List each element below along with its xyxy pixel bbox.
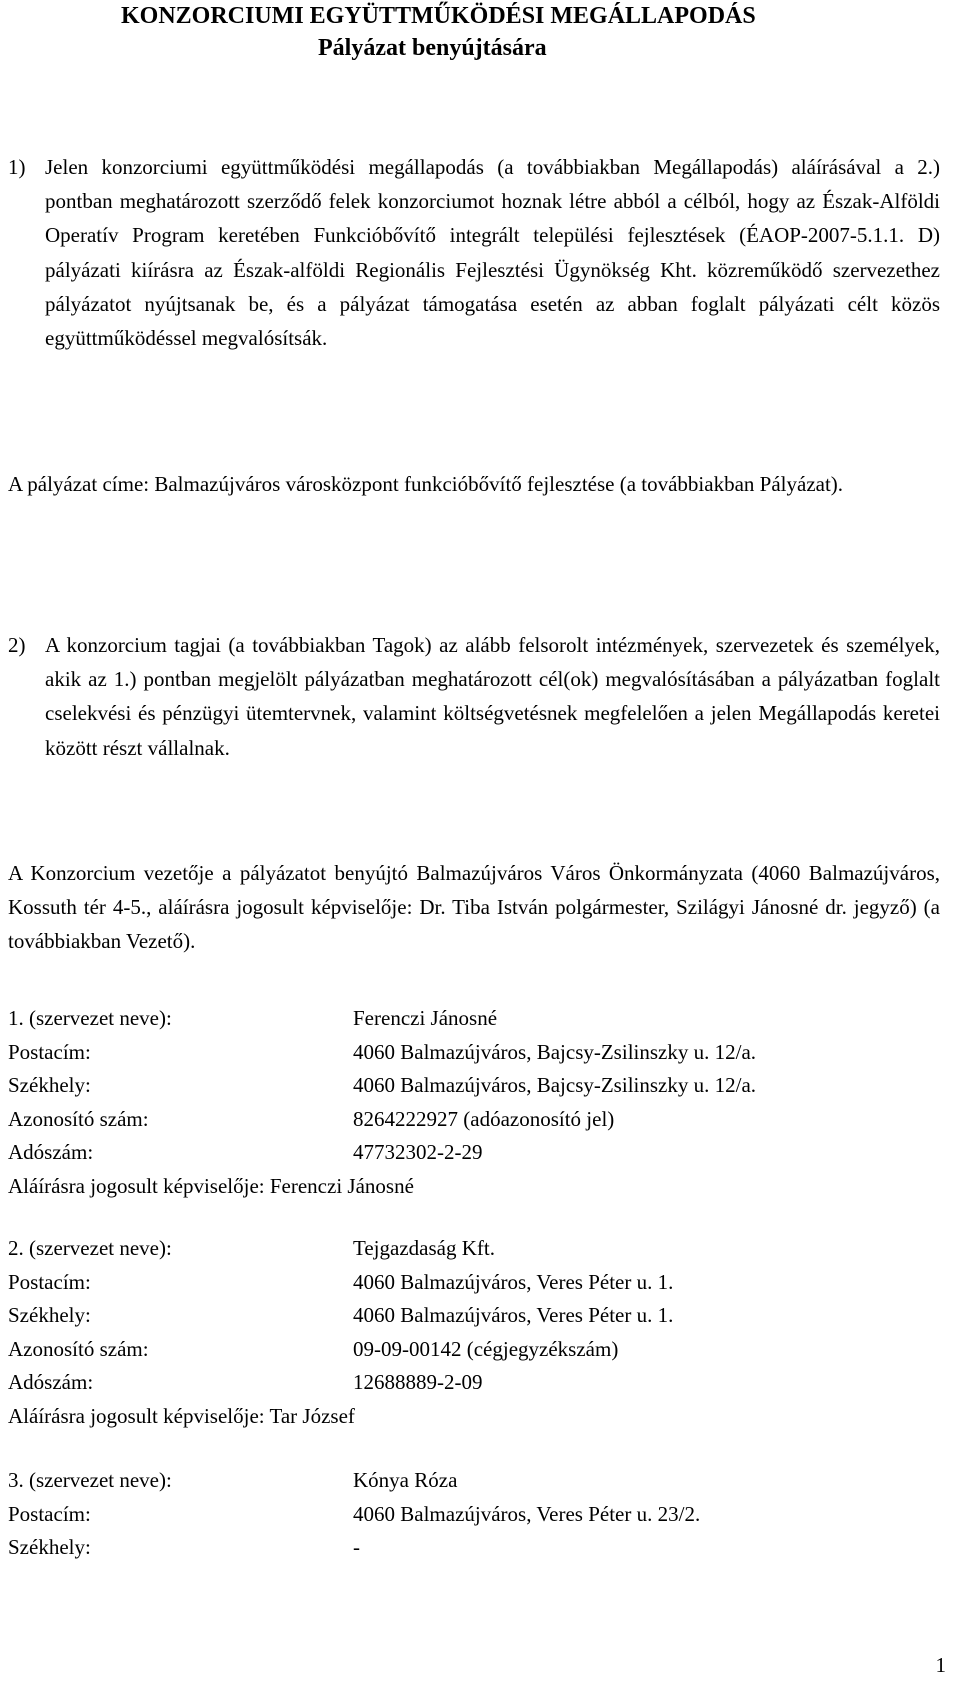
member-seat-value: 4060 Balmazújváros, Bajcsy-Zsilinszky u. 12/a. bbox=[353, 1073, 757, 1098]
member-name-value: Ferenczi Jánosné bbox=[353, 1006, 498, 1030]
member-name-label: 3. (szervezet neve): bbox=[8, 1468, 172, 1492]
member-rep-row bbox=[8, 1400, 940, 1434]
section-1-paragraph bbox=[8, 150, 940, 355]
member-2-block bbox=[8, 1232, 940, 1434]
project-title-paragraph: A pályázat címe: Balmazújváros városközpont funkcióbővítő fejlesztése (a továbbiakban Pályázat). bbox=[8, 472, 844, 496]
member-seat-label: Székhely: bbox=[8, 1073, 91, 1098]
member-id-row bbox=[8, 1333, 940, 1367]
member-id-label: Azonosító szám: bbox=[8, 1106, 149, 1131]
member-postal-label: Postacím: bbox=[8, 1039, 91, 1064]
member-seat-row bbox=[8, 1531, 940, 1565]
title-line-2: Pályázat benyújtására bbox=[318, 35, 547, 61]
member-seat-row bbox=[8, 1069, 940, 1103]
section-2-text: A konzorcium tagjai (a továbbiakban Tagok) az alább felsorolt intézmények, szervezetek és személyek, akik az 1.) pontban megjelölt pályázatban meghatározott cél(ok) megvalósításában a pályázatban foglalt cselekvési és pénzügyi ütemtervnek, valamint költségvetésnek megfelelően a jelen Megállapodás keretei között részt vállalnak. bbox=[45, 633, 940, 760]
member-seat-value: - bbox=[353, 1535, 360, 1560]
member-name-row bbox=[8, 1464, 940, 1498]
member-postal-value: 4060 Balmazújváros, Bajcsy-Zsilinszky u. 12/a. bbox=[353, 1039, 757, 1064]
member-tax-label: Adószám: bbox=[8, 1140, 94, 1165]
section-1-number: 1) bbox=[8, 155, 26, 179]
title-line-1: KONZORCIUMI EGYÜTTMŰKÖDÉSI MEGÁLLAPODÁS bbox=[121, 3, 756, 29]
member-id-value: 8264222927 (adóazonosító jel) bbox=[353, 1106, 615, 1131]
member-tax-label: Adószám: bbox=[8, 1370, 94, 1395]
member-name-value: Tejgazdaság Kft. bbox=[353, 1236, 495, 1260]
section-2-paragraph bbox=[8, 628, 940, 765]
member-id-row bbox=[8, 1103, 940, 1137]
member-seat-row bbox=[8, 1299, 940, 1333]
member-3-block bbox=[8, 1464, 940, 1565]
document-title bbox=[8, 0, 948, 64]
member-seat-value: 4060 Balmazújváros, Veres Péter u. 1. bbox=[353, 1303, 674, 1328]
member-rep-label: Aláírásra jogosult képviselője: bbox=[8, 1173, 265, 1198]
member-tax-value: 47732302-2-29 bbox=[353, 1140, 483, 1165]
member-rep-row bbox=[8, 1170, 940, 1204]
member-postal-value: 4060 Balmazújváros, Veres Péter u. 23/2. bbox=[353, 1501, 701, 1526]
member-name-label: 1. (szervezet neve): bbox=[8, 1006, 172, 1030]
member-1-block bbox=[8, 1002, 940, 1204]
member-name-row bbox=[8, 1002, 940, 1036]
member-postal-row bbox=[8, 1266, 940, 1300]
member-postal-row bbox=[8, 1036, 940, 1070]
member-name-value: Kónya Róza bbox=[353, 1468, 458, 1492]
section-1-text: Jelen konzorciumi együttműködési megállapodás (a továbbiakban Megállapodás) aláírásával a 2.) pontban meghatározott szerződő felek konzorciumot hoznak létre abból a célból, hogy az Észak-Alföldi Operatív Program keretében Funkcióbővítő integrált települési fejlesztések (ÉAOP-2007-5.1.1. D) pályázati kiírásra az Észak-alföldi Regionális Fejlesztési Ügynökség Kht. közreműködő szervezethez pályázatot nyújtsanak be, és a pályázat támogatása esetén az abban foglalt pályázati célt közös együttműködéssel megvalósítsák. bbox=[45, 155, 940, 351]
consortium-leader-paragraph: A Konzorcium vezetője a pályázatot benyújtó Balmazújváros Város Önkormányzata (4060 Balmazújváros, Kossuth tér 4-5., aláírásra jogosult képviselője: Dr. Tiba István polgármester, Szilágyi Jánosné dr. jegyző) (a továbbiakban Vezető). bbox=[8, 861, 940, 954]
member-rep-value: Ferenczi Jánosné bbox=[269, 1173, 414, 1198]
member-postal-value: 4060 Balmazújváros, Veres Péter u. 1. bbox=[353, 1269, 674, 1294]
member-tax-row bbox=[8, 1366, 940, 1400]
section-2-number: 2) bbox=[8, 633, 26, 657]
member-name-row bbox=[8, 1232, 940, 1266]
member-name-label: 2. (szervezet neve): bbox=[8, 1236, 172, 1260]
member-id-value: 09-09-00142 (cégjegyzékszám) bbox=[353, 1336, 619, 1361]
member-seat-label: Székhely: bbox=[8, 1535, 91, 1560]
member-postal-row bbox=[8, 1498, 940, 1532]
member-tax-value: 12688889-2-09 bbox=[353, 1370, 483, 1395]
page-number: 1 bbox=[935, 1653, 946, 1677]
member-postal-label: Postacím: bbox=[8, 1501, 91, 1526]
member-rep-value: Tar József bbox=[269, 1403, 355, 1428]
member-tax-row bbox=[8, 1136, 940, 1170]
member-id-label: Azonosító szám: bbox=[8, 1336, 149, 1361]
member-rep-label: Aláírásra jogosult képviselője: bbox=[8, 1403, 265, 1428]
member-seat-label: Székhely: bbox=[8, 1303, 91, 1328]
member-postal-label: Postacím: bbox=[8, 1269, 91, 1294]
